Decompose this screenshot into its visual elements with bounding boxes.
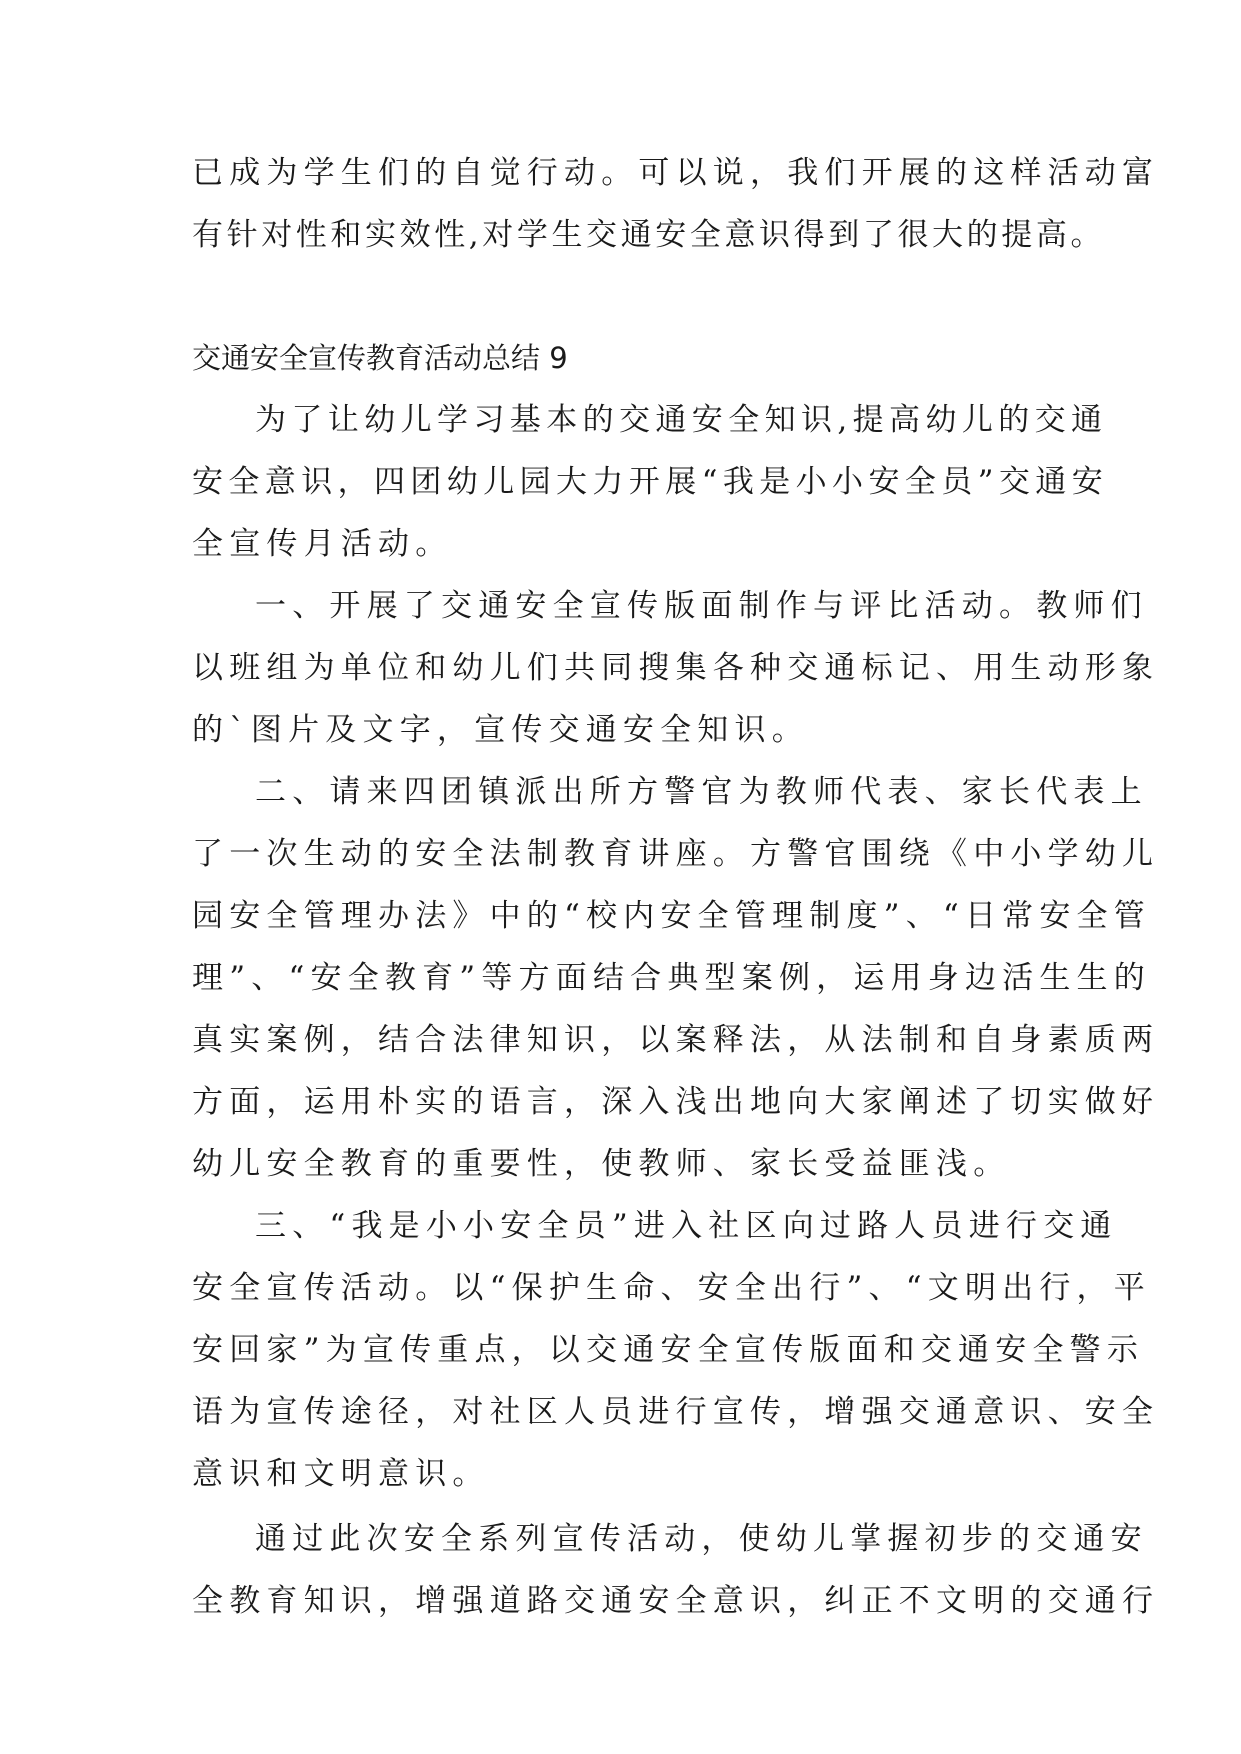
text-line: 有针对性和实效性,对学生交通安全意识得到了很大的提高。 (192, 217, 1106, 253)
paragraph-first-line: 三、“我是小小安全员”进入社区向过路人员进行交通 (255, 1208, 1118, 1244)
text-line: 以班组为单位和幼儿们共同搜集各种交通标记、用生动形象 (192, 650, 1160, 686)
text-line: 语为宣传途径，对社区人员进行宣传，增强交通意识、安全 (192, 1394, 1160, 1430)
paragraph-first-line: 一、开展了交通安全宣传版面制作与评比活动。教师们 (255, 588, 1148, 624)
paragraph-first-line: 通过此次安全系列宣传活动，使幼儿掌握初步的交通安 (255, 1521, 1148, 1557)
text-line: 的`图片及文字，宣传交通安全知识。 (192, 712, 809, 748)
text-line: 园安全管理办法》中的“校内安全管理制度”、“日常安全管 (192, 898, 1151, 934)
text-line: 安全宣传活动。以“保护生命、安全出行”、“文明出行，平 (192, 1270, 1151, 1306)
text-line: 了一次生动的安全法制教育讲座。方警官围绕《中小学幼儿 (192, 836, 1160, 872)
text-line: 安回家”为宣传重点，以交通安全宣传版面和交通安全警示 (192, 1332, 1145, 1368)
text-line: 幼儿安全教育的重要性，使教师、家长受益匪浅。 (192, 1146, 1011, 1182)
text-line: 全教育知识，增强道路交通安全意识，纠正不文明的交通行 (192, 1583, 1160, 1619)
paragraph-first-line: 为了让幼儿学习基本的交通安全知识,提高幼儿的交通 (255, 402, 1108, 438)
text-line: 理”、“安全教育”等方面结合典型案例，运用身边活生生的 (192, 960, 1151, 996)
text-line: 安全意识，四团幼儿园大力开展“我是小小安全员”交通安 (192, 464, 1109, 500)
text-line: 已成为学生们的自觉行动。可以说，我们开展的这样活动富 (192, 155, 1160, 191)
text-line: 方面，运用朴实的语言，深入浅出地向大家阐述了切实做好 (192, 1084, 1160, 1120)
text-line: 真实案例，结合法律知识，以案释法，从法制和自身素质两 (192, 1022, 1160, 1058)
text-line: 意识和文明意识。 (192, 1456, 490, 1492)
section-title: 交通安全宣传教育活动总结 9 (192, 341, 568, 375)
text-line: 全宣传月活动。 (192, 526, 453, 562)
paragraph-first-line: 二、请来四团镇派出所方警官为教师代表、家长代表上 (255, 774, 1148, 810)
